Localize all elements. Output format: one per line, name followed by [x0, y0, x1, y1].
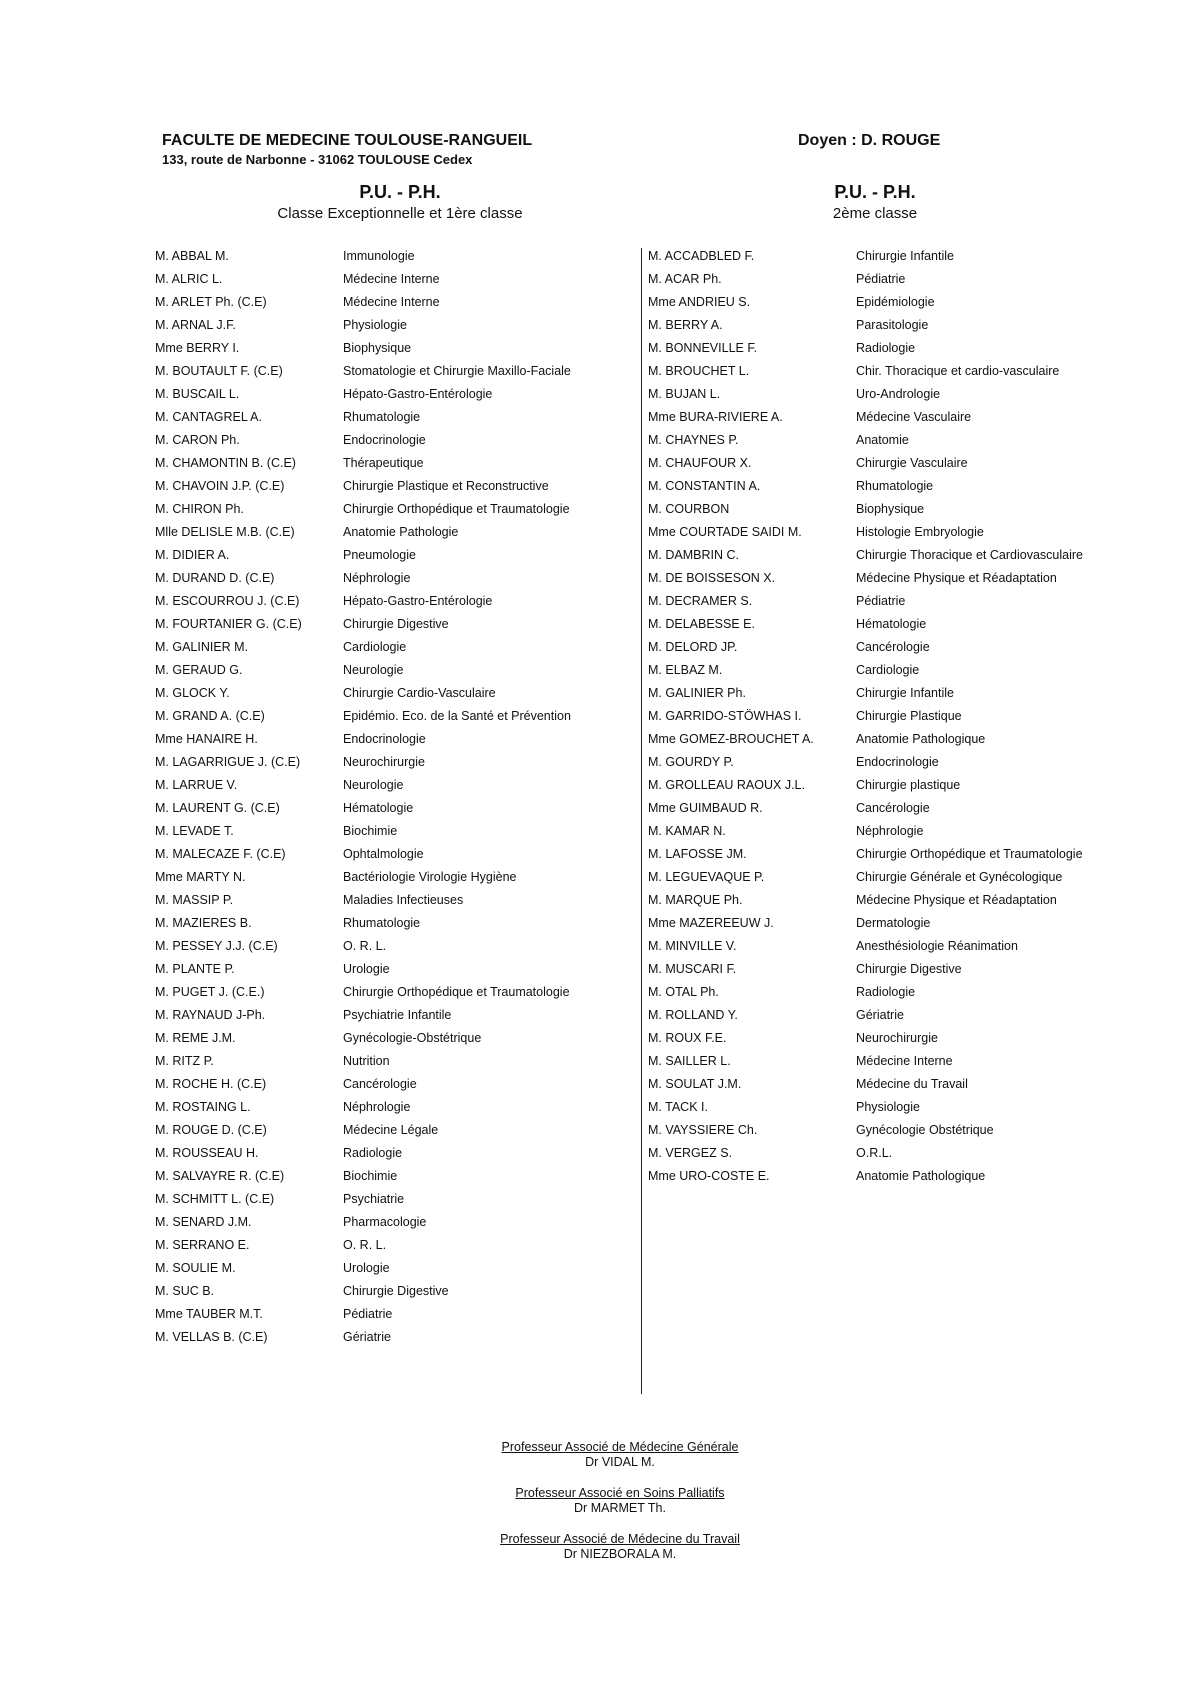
- left-column-subtitle: Classe Exceptionnelle et 1ère classe: [277, 205, 523, 222]
- staff-specialty: Biophysique: [856, 502, 925, 516]
- staff-specialty: Immunologie: [343, 249, 415, 263]
- staff-row: [155, 475, 571, 498]
- staff-name: Mme MAZEREEUW J.: [648, 916, 774, 930]
- staff-name: Mme MARTY N.: [155, 870, 246, 884]
- staff-specialty: Chirurgie Générale et Gynécologique: [856, 870, 1063, 884]
- staff-row: [155, 1027, 571, 1050]
- staff-row: [155, 820, 571, 843]
- staff-name: M. ELBAZ M.: [648, 663, 723, 677]
- staff-name: M. DURAND D. (C.E): [155, 571, 275, 585]
- dean-label: Doyen : D. ROUGE: [798, 132, 941, 149]
- staff-row: [155, 912, 571, 935]
- staff-specialty: Cancérologie: [856, 801, 930, 815]
- staff-name: Mme COURTADE SAIDI M.: [648, 525, 802, 539]
- staff-row: [155, 1234, 571, 1257]
- staff-row: [648, 774, 1083, 797]
- staff-specialty: Histologie Embryologie: [856, 525, 984, 539]
- staff-specialty: Chirurgie Digestive: [856, 962, 962, 976]
- staff-specialty: Rhumatologie: [856, 479, 934, 493]
- staff-row: [648, 429, 1083, 452]
- staff-name: M. MINVILLE V.: [648, 939, 737, 953]
- staff-name: Mme GOMEZ-BROUCHET A.: [648, 732, 814, 746]
- staff-name: M. SERRANO E.: [155, 1238, 250, 1252]
- staff-name: Mme GUIMBAUD R.: [648, 801, 763, 815]
- staff-specialty: Néphrologie: [343, 1100, 411, 1114]
- staff-specialty: Gynécologie Obstétrique: [856, 1123, 994, 1137]
- staff-specialty: Gériatrie: [856, 1008, 904, 1022]
- staff-specialty: Anesthésiologie Réanimation: [856, 939, 1018, 953]
- staff-name: M. PUGET J. (C.E.): [155, 985, 265, 999]
- staff-row: [155, 935, 571, 958]
- staff-specialty: Néphrologie: [856, 824, 924, 838]
- staff-name: M. VERGEZ S.: [648, 1146, 733, 1160]
- staff-specialty: Endocrinologie: [343, 732, 426, 746]
- staff-row: [155, 1326, 571, 1349]
- staff-specialty: Nutrition: [343, 1054, 390, 1068]
- staff-row: [648, 843, 1083, 866]
- staff-name: M. MALECAZE F. (C.E): [155, 847, 286, 861]
- staff-row: [648, 728, 1083, 751]
- staff-row: [648, 912, 1083, 935]
- staff-name: M. CONSTANTIN A.: [648, 479, 761, 493]
- staff-name: M. CHAUFOUR X.: [648, 456, 752, 470]
- staff-name: M. DAMBRIN C.: [648, 548, 739, 562]
- staff-specialty: Dermatologie: [856, 916, 931, 930]
- staff-specialty: Pédiatrie: [343, 1307, 393, 1321]
- staff-specialty: Chirurgie Cardio-Vasculaire: [343, 686, 496, 700]
- staff-specialty: Chirurgie Thoracique et Cardiovasculaire: [856, 548, 1083, 562]
- staff-row: [155, 1165, 571, 1188]
- staff-name: M. BUSCAIL L.: [155, 387, 240, 401]
- staff-row: [648, 981, 1083, 1004]
- staff-name: M. SENARD J.M.: [155, 1215, 252, 1229]
- staff-specialty: Maladies Infectieuses: [343, 893, 464, 907]
- staff-name: M. MASSIP P.: [155, 893, 234, 907]
- associate-block-2: [395, 1486, 845, 1516]
- staff-name: M. BOUTAULT F. (C.E): [155, 364, 283, 378]
- staff-specialty: Anatomie Pathologie: [343, 525, 459, 539]
- staff-specialty: Médecine Interne: [343, 295, 440, 309]
- associate-name: Dr NIEZBORALA M.: [563, 1547, 677, 1561]
- staff-name: M. OTAL Ph.: [648, 985, 719, 999]
- staff-row: [648, 452, 1083, 475]
- staff-specialty: Biochimie: [343, 824, 398, 838]
- staff-name: M. BONNEVILLE F.: [648, 341, 758, 355]
- staff-name: M. ROCHE H. (C.E): [155, 1077, 267, 1091]
- staff-row: [155, 429, 571, 452]
- staff-name: M. BERRY A.: [648, 318, 723, 332]
- staff-row: [648, 475, 1083, 498]
- staff-specialty: Radiologie: [343, 1146, 403, 1160]
- staff-specialty: Médecine Légale: [343, 1123, 439, 1137]
- staff-specialty: Médecine du Travail: [856, 1077, 968, 1091]
- staff-name: M. GLOCK Y.: [155, 686, 230, 700]
- staff-row: [155, 1142, 571, 1165]
- staff-name: M. LAFOSSE JM.: [648, 847, 747, 861]
- associate-name: Dr MARMET Th.: [574, 1501, 666, 1515]
- staff-row: [648, 1165, 1083, 1188]
- staff-name: M. REME J.M.: [155, 1031, 236, 1045]
- staff-row: [155, 383, 571, 406]
- staff-row: [155, 1073, 571, 1096]
- staff-row: [648, 1142, 1083, 1165]
- left-column-title: P.U. - P.H.: [359, 182, 441, 202]
- staff-specialty: Chirurgie Infantile: [856, 686, 954, 700]
- staff-specialty: Chirurgie Plastique et Reconstructive: [343, 479, 549, 493]
- staff-name: M. GALINIER M.: [155, 640, 249, 654]
- staff-name: M. ARLET Ph. (C.E): [155, 295, 267, 309]
- staff-specialty: Urologie: [343, 962, 390, 976]
- staff-specialty: Neurochirurgie: [856, 1031, 938, 1045]
- staff-name: M. DE BOISSESON X.: [648, 571, 776, 585]
- staff-specialty: Médecine Interne: [343, 272, 440, 286]
- staff-specialty: Neurochirurgie: [343, 755, 425, 769]
- staff-specialty: Bactériologie Virologie Hygiène: [343, 870, 517, 884]
- right-column-title: P.U. - P.H.: [834, 182, 916, 202]
- left-column-heading: [230, 182, 570, 222]
- staff-row: [648, 751, 1083, 774]
- staff-specialty: Chirurgie Digestive: [343, 1284, 449, 1298]
- staff-name: M. ALRIC L.: [155, 272, 223, 286]
- staff-row: [155, 751, 571, 774]
- faculty-title: FACULTE DE MEDECINE TOULOUSE-RANGUEIL: [162, 132, 533, 149]
- staff-specialty: Médecine Physique et Réadaptation: [856, 571, 1057, 585]
- staff-specialty: Rhumatologie: [343, 916, 421, 930]
- staff-name: M. MAZIERES B.: [155, 916, 252, 930]
- staff-name: M. CHAVOIN J.P. (C.E): [155, 479, 285, 493]
- staff-specialty: Pédiatrie: [856, 272, 906, 286]
- staff-row: [648, 567, 1083, 590]
- staff-specialty: Anatomie Pathologique: [856, 732, 986, 746]
- staff-name: M. DECRAMER S.: [648, 594, 753, 608]
- staff-specialty: Neurologie: [343, 778, 404, 792]
- staff-specialty: Chirurgie Infantile: [856, 249, 954, 263]
- associate-title: Professeur Associé en Soins Palliatifs: [515, 1486, 725, 1500]
- column-divider: [641, 248, 642, 1394]
- staff-name: M. VELLAS B. (C.E): [155, 1330, 268, 1344]
- staff-specialty: Chirurgie Orthopédique et Traumatologie: [343, 985, 570, 999]
- staff-specialty: Anatomie Pathologique: [856, 1169, 986, 1183]
- staff-name: M. ROUGE D. (C.E): [155, 1123, 267, 1137]
- staff-name: M. ESCOURROU J. (C.E): [155, 594, 300, 608]
- staff-row: [648, 1050, 1083, 1073]
- staff-row: [648, 935, 1083, 958]
- staff-specialty: Rhumatologie: [343, 410, 421, 424]
- staff-row: [648, 682, 1083, 705]
- staff-name: M. FOURTANIER G. (C.E): [155, 617, 302, 631]
- staff-row: [648, 383, 1083, 406]
- staff-row: [648, 314, 1083, 337]
- staff-name: M. RAYNAUD J-Ph.: [155, 1008, 266, 1022]
- staff-specialty: Néphrologie: [343, 571, 411, 585]
- staff-row: [155, 1211, 571, 1234]
- staff-row: [648, 337, 1083, 360]
- staff-name: M. ROUSSEAU H.: [155, 1146, 259, 1160]
- staff-specialty: Radiologie: [856, 341, 916, 355]
- staff-name: M. SOULAT J.M.: [648, 1077, 742, 1091]
- staff-row: [155, 544, 571, 567]
- staff-specialty: Physiologie: [856, 1100, 920, 1114]
- staff-specialty: Hépato-Gastro-Entérologie: [343, 594, 493, 608]
- staff-specialty: Anatomie: [856, 433, 909, 447]
- staff-row: [155, 636, 571, 659]
- staff-specialty: Gynécologie-Obstétrique: [343, 1031, 482, 1045]
- staff-specialty: Cardiologie: [856, 663, 920, 677]
- staff-name: M. ROUX F.E.: [648, 1031, 727, 1045]
- staff-specialty: Cancérologie: [343, 1077, 417, 1091]
- staff-specialty: Biophysique: [343, 341, 412, 355]
- staff-specialty: Urologie: [343, 1261, 390, 1275]
- staff-name: M. GALINIER Ph.: [648, 686, 746, 700]
- staff-row: [648, 659, 1083, 682]
- associate-block-3: [395, 1532, 845, 1562]
- staff-row: [648, 820, 1083, 843]
- staff-specialty: Médecine Physique et Réadaptation: [856, 893, 1057, 907]
- staff-row: [155, 1050, 571, 1073]
- staff-row: [648, 268, 1083, 291]
- staff-specialty: Cardiologie: [343, 640, 407, 654]
- staff-name: M. ROSTAING L.: [155, 1100, 251, 1114]
- staff-specialty: Pharmacologie: [343, 1215, 427, 1229]
- staff-name: M. PLANTE P.: [155, 962, 235, 976]
- staff-row: [155, 1096, 571, 1119]
- staff-name: M. MARQUE Ph.: [648, 893, 743, 907]
- staff-row: [155, 705, 571, 728]
- staff-name: M. GROLLEAU RAOUX J.L.: [648, 778, 805, 792]
- staff-specialty: Epidémiologie: [856, 295, 935, 309]
- staff-name: M. ACAR Ph.: [648, 272, 722, 286]
- staff-specialty: Chirurgie Vasculaire: [856, 456, 968, 470]
- staff-specialty: Cancérologie: [856, 640, 930, 654]
- staff-row: [155, 981, 571, 1004]
- staff-row: [648, 613, 1083, 636]
- staff-name: M. BUJAN L.: [648, 387, 721, 401]
- associate-name: Dr VIDAL M.: [585, 1455, 655, 1469]
- staff-row: [155, 613, 571, 636]
- staff-name: M. ARNAL J.F.: [155, 318, 236, 332]
- staff-row: [648, 797, 1083, 820]
- staff-specialty: Chir. Thoracique et cardio-vasculaire: [856, 364, 1060, 378]
- staff-specialty: Endocrinologie: [343, 433, 426, 447]
- staff-specialty: Hépato-Gastro-Entérologie: [343, 387, 493, 401]
- staff-name: M. CHAMONTIN B. (C.E): [155, 456, 296, 470]
- staff-row: [155, 797, 571, 820]
- staff-specialty: Radiologie: [856, 985, 916, 999]
- associate-title: Professeur Associé de Médecine Générale: [501, 1440, 739, 1454]
- staff-name: M. CHIRON Ph.: [155, 502, 244, 516]
- staff-name: M. ACCADBLED F.: [648, 249, 755, 263]
- staff-row: [155, 590, 571, 613]
- staff-row: [155, 843, 571, 866]
- staff-row: [155, 406, 571, 429]
- staff-name: Mme BURA-RIVIERE A.: [648, 410, 783, 424]
- staff-row: [648, 705, 1083, 728]
- staff-name: M. MUSCARI F.: [648, 962, 737, 976]
- staff-specialty: Ophtalmologie: [343, 847, 424, 861]
- staff-name: M. PESSEY J.J. (C.E): [155, 939, 278, 953]
- staff-specialty: Chirurgie Orthopédique et Traumatologie: [856, 847, 1083, 861]
- staff-name: M. DIDIER A.: [155, 548, 230, 562]
- staff-specialty: Chirurgie plastique: [856, 778, 961, 792]
- staff-specialty: Uro-Andrologie: [856, 387, 941, 401]
- staff-specialty: Psychiatrie Infantile: [343, 1008, 452, 1022]
- staff-name: Mme ANDRIEU S.: [648, 295, 751, 309]
- staff-specialty: Thérapeutique: [343, 456, 424, 470]
- staff-specialty: Pneumologie: [343, 548, 416, 562]
- staff-row: [648, 889, 1083, 912]
- staff-specialty: Epidémio. Eco. de la Santé et Prévention: [343, 709, 571, 723]
- staff-name: Mlle DELISLE M.B. (C.E): [155, 525, 295, 539]
- staff-row: [155, 1119, 571, 1142]
- staff-specialty: Chirurgie Plastique: [856, 709, 962, 723]
- staff-name: M. LARRUE V.: [155, 778, 238, 792]
- staff-specialty: O. R. L.: [343, 1238, 387, 1252]
- staff-name: M. LAURENT G. (C.E): [155, 801, 280, 815]
- staff-specialty: Gériatrie: [343, 1330, 391, 1344]
- associate-block-1: [395, 1440, 845, 1470]
- staff-row: [155, 866, 571, 889]
- staff-name: M. CARON Ph.: [155, 433, 240, 447]
- staff-row: [648, 245, 1083, 268]
- staff-specialty: Biochimie: [343, 1169, 398, 1183]
- staff-name: Mme BERRY I.: [155, 341, 240, 355]
- staff-row: [155, 1280, 571, 1303]
- staff-row: [155, 728, 571, 751]
- staff-name: M. SALVAYRE R. (C.E): [155, 1169, 285, 1183]
- staff-specialty: Médecine Interne: [856, 1054, 953, 1068]
- staff-row: [155, 337, 571, 360]
- staff-name: M. LEVADE T.: [155, 824, 234, 838]
- staff-row: [155, 567, 571, 590]
- staff-row: [648, 544, 1083, 567]
- staff-name: M. VAYSSIERE Ch.: [648, 1123, 758, 1137]
- associate-title: Professeur Associé de Médecine du Travail: [500, 1532, 740, 1546]
- staff-name: M. KAMAR N.: [648, 824, 726, 838]
- staff-row: [648, 1073, 1083, 1096]
- staff-name: M. BROUCHET L.: [648, 364, 750, 378]
- staff-row: [648, 1096, 1083, 1119]
- staff-row: [648, 1119, 1083, 1142]
- staff-row: [155, 521, 571, 544]
- staff-name: Mme URO-COSTE E.: [648, 1169, 770, 1183]
- staff-name: M. SUC B.: [155, 1284, 215, 1298]
- staff-row: [648, 521, 1083, 544]
- staff-row: [648, 958, 1083, 981]
- staff-row: [155, 314, 571, 337]
- staff-specialty: Pédiatrie: [856, 594, 906, 608]
- staff-name: M. SAILLER L.: [648, 1054, 731, 1068]
- staff-name: M. GERAUD G.: [155, 663, 243, 677]
- staff-row: [155, 774, 571, 797]
- staff-name: M. SCHMITT L. (C.E): [155, 1192, 275, 1206]
- staff-name: M. RITZ P.: [155, 1054, 214, 1068]
- left-staff-list: [155, 245, 571, 1349]
- staff-row: [155, 1303, 571, 1326]
- staff-row: [155, 360, 571, 383]
- right-column-subtitle: 2ème classe: [832, 205, 918, 222]
- staff-specialty: Psychiatrie: [343, 1192, 405, 1206]
- staff-row: [155, 245, 571, 268]
- staff-row: [155, 1188, 571, 1211]
- staff-row: [648, 406, 1083, 429]
- staff-row: [155, 889, 571, 912]
- staff-specialty: O. R. L.: [343, 939, 387, 953]
- staff-name: M. GRAND A. (C.E): [155, 709, 265, 723]
- staff-row: [155, 958, 571, 981]
- staff-name: M. CANTAGREL A.: [155, 410, 262, 424]
- staff-name: M. DELABESSE E.: [648, 617, 755, 631]
- staff-name: M. GOURDY P.: [648, 755, 734, 769]
- staff-name: Mme HANAIRE H.: [155, 732, 258, 746]
- staff-specialty: Hématologie: [343, 801, 414, 815]
- staff-specialty: Stomatologie et Chirurgie Maxillo-Faciale: [343, 364, 571, 378]
- staff-name: M. DELORD JP.: [648, 640, 738, 654]
- staff-row: [155, 452, 571, 475]
- staff-name: M. ROLLAND Y.: [648, 1008, 738, 1022]
- staff-row: [155, 1257, 571, 1280]
- staff-name: M. TACK I.: [648, 1100, 708, 1114]
- staff-row: [648, 360, 1083, 383]
- staff-specialty: Physiologie: [343, 318, 407, 332]
- staff-row: [648, 1027, 1083, 1050]
- staff-specialty: Neurologie: [343, 663, 404, 677]
- staff-name: M. GARRIDO-STÖWHAS I.: [648, 709, 802, 723]
- staff-row: [648, 636, 1083, 659]
- staff-name: M. LEGUEVAQUE P.: [648, 870, 765, 884]
- staff-row: [155, 682, 571, 705]
- staff-name: M. SOULIE M.: [155, 1261, 236, 1275]
- staff-specialty: Hématologie: [856, 617, 927, 631]
- faculty-address: 133, route de Narbonne - 31062 TOULOUSE Cedex: [162, 152, 473, 167]
- right-staff-list: [648, 245, 1083, 1188]
- staff-specialty: Endocrinologie: [856, 755, 939, 769]
- staff-row: [155, 291, 571, 314]
- staff-row: [648, 866, 1083, 889]
- staff-row: [155, 268, 571, 291]
- staff-name: Mme TAUBER M.T.: [155, 1307, 263, 1321]
- staff-specialty: O.R.L.: [856, 1146, 893, 1160]
- staff-row: [155, 498, 571, 521]
- staff-row: [648, 498, 1083, 521]
- staff-name: M. ABBAL M.: [155, 249, 229, 263]
- staff-row: [648, 291, 1083, 314]
- staff-specialty: Médecine Vasculaire: [856, 410, 972, 424]
- staff-specialty: Chirurgie Orthopédique et Traumatologie: [343, 502, 570, 516]
- staff-name: M. COURBON: [648, 502, 730, 516]
- staff-row: [155, 1004, 571, 1027]
- staff-specialty: Parasitologie: [856, 318, 929, 332]
- staff-row: [155, 659, 571, 682]
- staff-row: [648, 590, 1083, 613]
- staff-name: M. CHAYNES P.: [648, 433, 739, 447]
- staff-name: M. LAGARRIGUE J. (C.E): [155, 755, 301, 769]
- staff-specialty: Chirurgie Digestive: [343, 617, 449, 631]
- right-column-heading: [780, 182, 970, 222]
- staff-row: [648, 1004, 1083, 1027]
